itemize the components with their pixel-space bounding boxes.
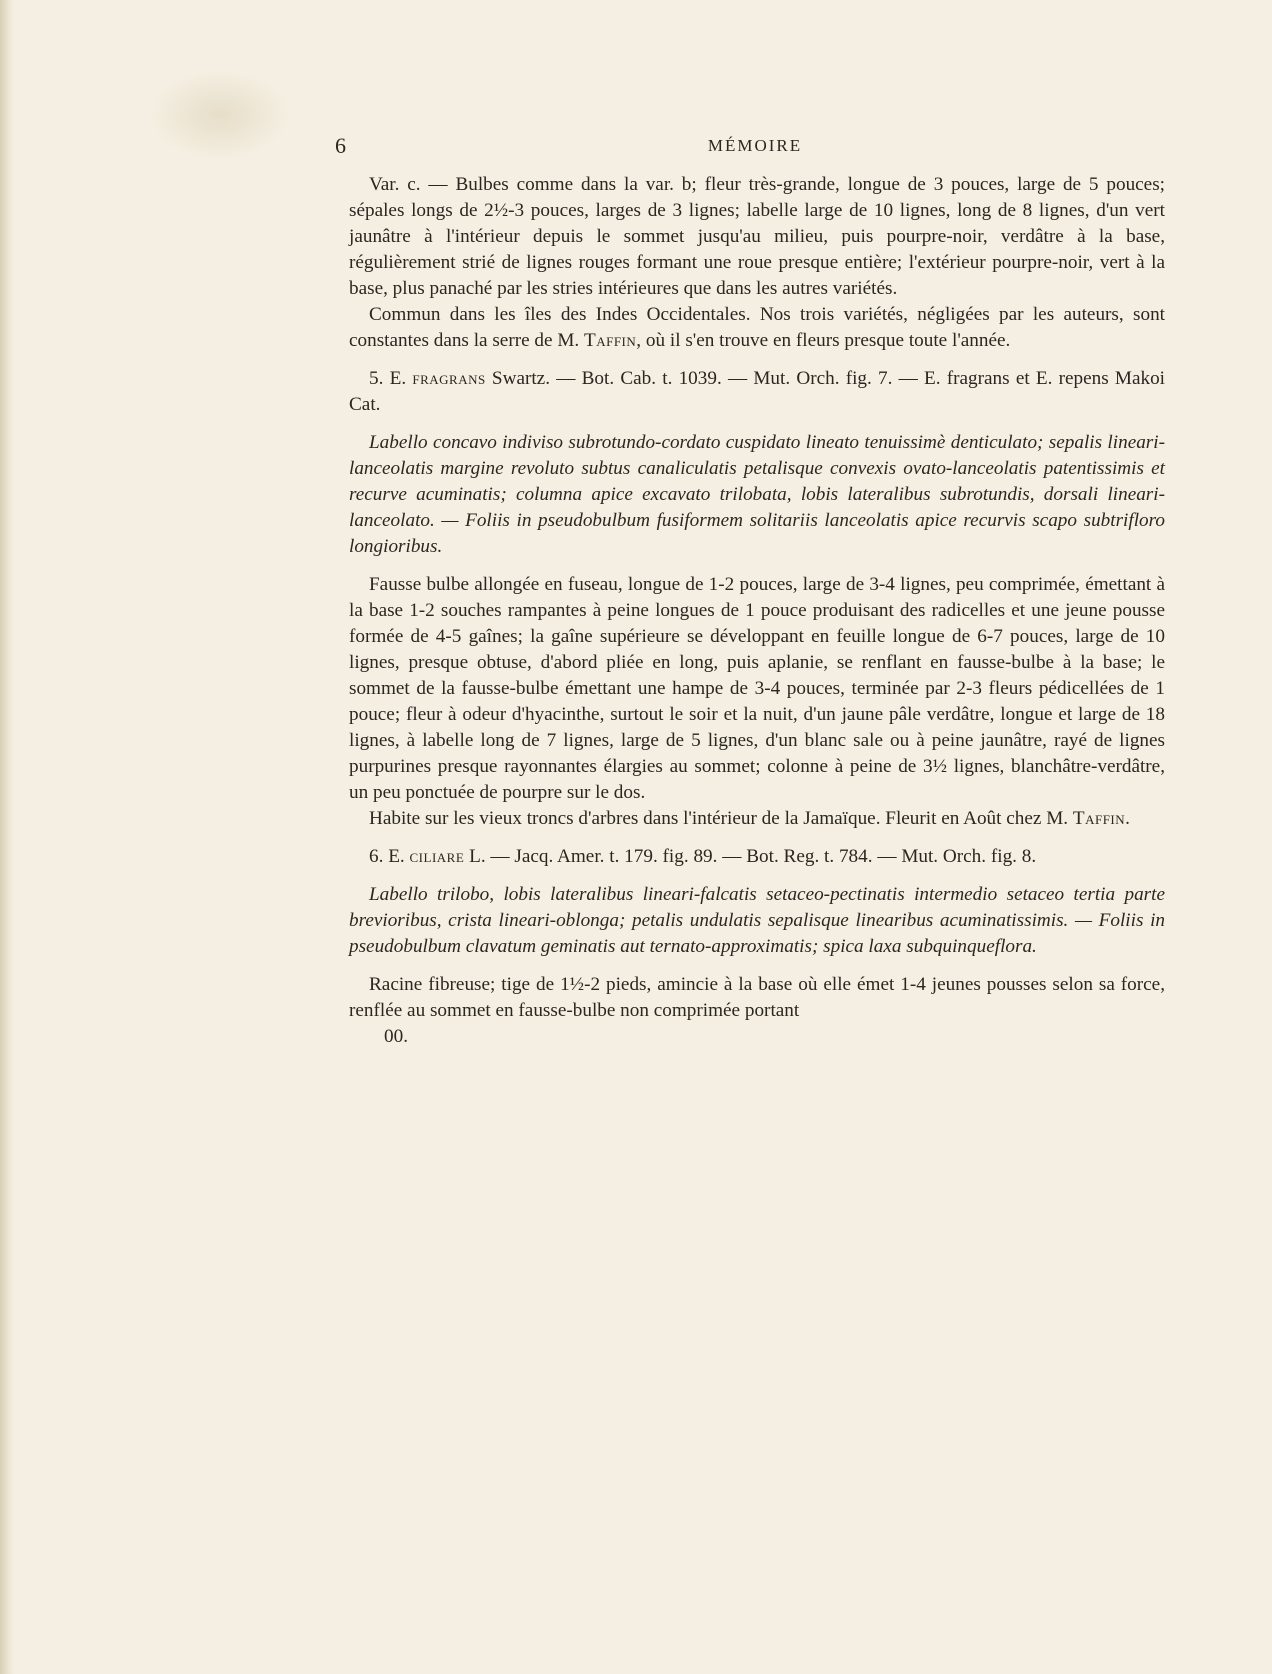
page-body	[349, 172, 1165, 1050]
paragraph-habitat-fragrans	[349, 806, 1165, 832]
text-segment: L. — Jacq. Amer. t. 179. fig. 89. — Bot. Reg. t. 784. — Mut. Orch. fig. 8.	[464, 846, 1037, 867]
text-segment: 5. E.	[369, 368, 413, 389]
text-segment: 6. E.	[369, 846, 410, 867]
paragraph-habitat-var	[349, 302, 1165, 354]
paragraph-var-c: Var. c. — Bulbes comme dans la var. b; fleur très-grande, longue de 3 pouces, large de 5 pouces; sépales longs de 2½-3 pouces, larges de 3 lignes; labelle large de 10 lignes, long de 8 lignes, d'un vert jaunâtre à l'intérieur depuis le sommet jusqu'au milieu, puis pourpre-noir, verdâtre à la base, régulièrement strié de lignes rouges formant une roue presque entière; l'extérieur pourpre-noir, vert à la base, plus panaché par les stries intérieures que dans les autres variétés.	[349, 174, 1165, 299]
page-edge	[0, 0, 14, 1674]
latin-diagnosis-fragrans: Labello concavo indiviso subrotundo-cordato cuspidato lineato tenuissimè denticulato; sepalis lineari-lanceolatis margine revoluto subtus canaliculatis petalisque convexis ovato-lanceolatis patentissimis et recurve acuminatis; columna apice excavato trilobata, lobis lateralibus subrotundis, dorsali lineari-lanceolato. — Foliis in pseudobulbum fusiformem solitariis lanceolatis apice recurvis scapo subtrifloro longioribus.	[349, 432, 1165, 557]
person-name: Taffin	[1072, 808, 1126, 829]
person-name: Taffin	[583, 330, 637, 351]
text-segment: Habite sur les vieux troncs d'arbres dans l'intérieur de la Jamaïque. Fleurit en Août chez M.	[369, 808, 1073, 829]
text-segment: .	[1125, 808, 1130, 829]
catchword: 00.	[384, 1026, 408, 1047]
page-number: 6	[335, 133, 346, 158]
text-segment: Swartz. — Bot. Cab. t. 1039. — Mut. Orch. fig. 7. — E. fragrans et E. repens Makoi Cat.	[349, 368, 1165, 415]
latin-diagnosis-ciliare: Labello trilobo, lobis lateralibus lineari-falcatis setaceo-pectinatis intermedio setaceo tertia parte brevioribus, crista lineari-oblonga; petalis undulatis sepalisque linearibus acuminatissimis. — Foliis in pseudobulbum clavatum geminatis aut ternato-approximatis; spica laxa subquinqueflora.	[349, 884, 1165, 957]
text-segment: Commun dans les îles des Indes Occidentales. Nos trois variétés, négligées par les auteurs, sont constantes dans la serre de M.	[349, 304, 1165, 351]
species-name: fragrans	[412, 368, 486, 389]
species-heading-fragrans	[349, 366, 1165, 418]
paragraph-description-ciliare: Racine fibreuse; tige de 1½-2 pieds, amincie à la base où elle émet 1-4 jeunes pousses selon sa force, renflée au sommet en fausse-bulbe non comprimée portant	[349, 974, 1165, 1021]
species-heading-ciliare	[349, 844, 1165, 870]
species-name: ciliare	[409, 846, 465, 867]
page-header	[335, 133, 1175, 163]
text-segment: , où il s'en trouve en fleurs presque toute l'année.	[636, 330, 1011, 351]
paragraph-description-fragrans: Fausse bulbe allongée en fuseau, longue de 1-2 pouces, large de 3-4 lignes, peu comprimée, émettant à la base 1-2 souches rampantes à peine longues de 1 pouce produisant des radicelles et une jeune pousse formée de 4-5 gaînes; la gaîne supérieure se développant en feuille longue de 6-7 pouces, large de 10 lignes, presque obtuse, d'abord pliée en long, puis aplanie, se renflant en fausse-bulbe à la base; le sommet de la fausse-bulbe émettant une hampe de 3-4 pouces, terminée par 2-3 fleurs pédicellées de 1 pouce; fleur à odeur d'hyacinthe, surtout le soir et la nuit, d'un jaune pâle verdâtre, longue et large de 18 lignes, à labelle long de 7 lignes, large de 5 lignes, d'un blanc sale ou à peine jaunâtre, rayé de lignes purpurines presque rayonnantes élargies au sommet; colonne à peine de 3½ lignes, blanchâtre-verdâtre, un peu ponctuée de pourpre sur le dos.	[349, 574, 1165, 803]
paper-stain	[150, 70, 290, 160]
running-head: MÉMOIRE	[707, 136, 803, 155]
